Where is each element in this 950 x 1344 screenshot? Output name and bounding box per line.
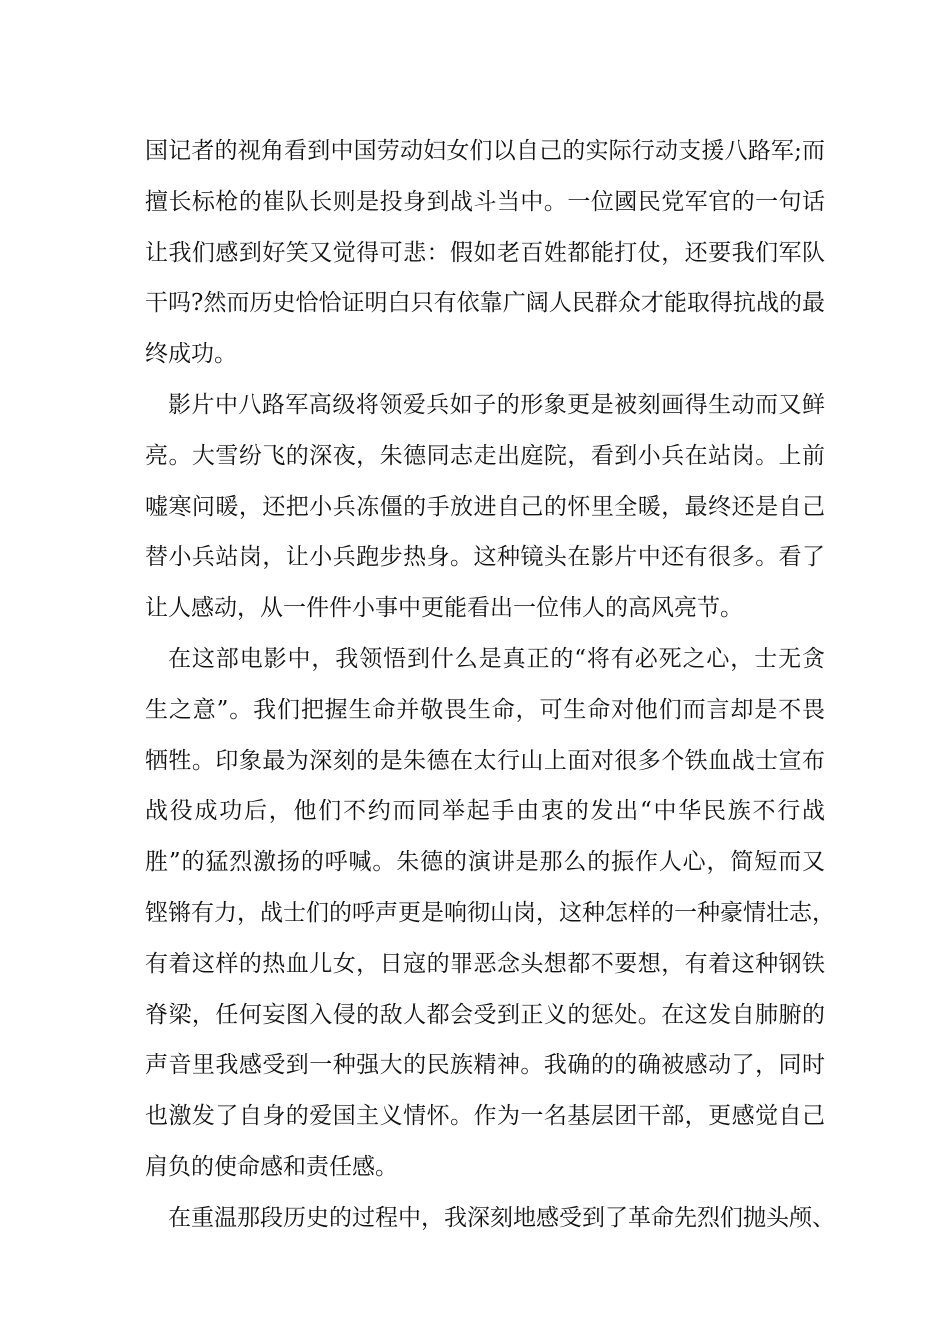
text-line: 也激发了自身的爱国主义情怀。作为一名基层团干部，更感觉自己 [145,1103,825,1130]
text-line: 国记者的视角看到中国劳动妇女们以自己的实际行动支援八路军;而 [145,138,825,164]
text-line: 终成功。 [145,341,237,368]
text-line: 亮。大雪纷飞的深夜，朱德同志走出庭院，看到小兵在站岗。上前 [145,442,825,469]
text-line: 胜”的猛烈激扬的呼喊。朱德的演讲是那么的振作人心，简短而又 [145,849,825,876]
text-line: 生之意”。我们把握生命并敬畏生命，可生命对他们而言却是不畏 [145,696,825,723]
text-line: 擅长标枪的崔队长则是投身到战斗当中。一位國民党军官的一句话 [145,188,825,215]
text-line: 影片中八路军高级将领爱兵如子的形象更是被刻画得生动而又鲜 [168,391,825,418]
text-line: 在这部电影中，我领悟到什么是真正的“将有必死之心，士无贪 [168,645,825,672]
text-line: 战役成功后，他们不约而同举起手由衷的发出“中华民族不行战 [145,798,825,825]
text-line: 嘘寒问暖，还把小兵冻僵的手放进自己的怀里全暖，最终还是自己 [145,493,825,520]
text-line: 干吗?然而历史恰恰证明白只有依靠广阔人民群众才能取得抗战的最 [145,290,825,317]
text-line: 肩负的使命感和责任感。 [145,1153,398,1180]
text-line: 声音里我感受到一种强大的民族精神。我确的的确被感动了，同时 [145,1052,825,1079]
text-line: 牺牲。印象最为深刻的是朱德在太行山上面对很多个铁血战士宣布 [145,747,825,774]
text-line: 让人感动，从一件件小事中更能看出一位伟人的高风亮节。 [145,595,743,622]
text-line: 铿锵有力，战士们的呼声更是响彻山岗，这种怎样的一种豪情壮志， [145,899,835,926]
text-line: 让我们感到好笑又觉得可悲：假如老百姓都能打仗，还要我们军队 [145,239,825,266]
body-text [145,126,835,1244]
text-line: 在重温那段历史的过程中，我深刻地感受到了革命先烈们抛头颅、 [168,1204,835,1231]
text-line: 脊梁，任何妄图入侵的敌人都会受到正义的惩处。在这发自肺腑的 [145,1001,825,1028]
text-line: 有着这样的热血儿女，日寇的罪恶念头想都不要想，有着这种钢铁 [145,950,825,977]
text-line: 替小兵站岗，让小兵跑步热身。这种镜头在影片中还有很多。看了 [145,544,825,571]
